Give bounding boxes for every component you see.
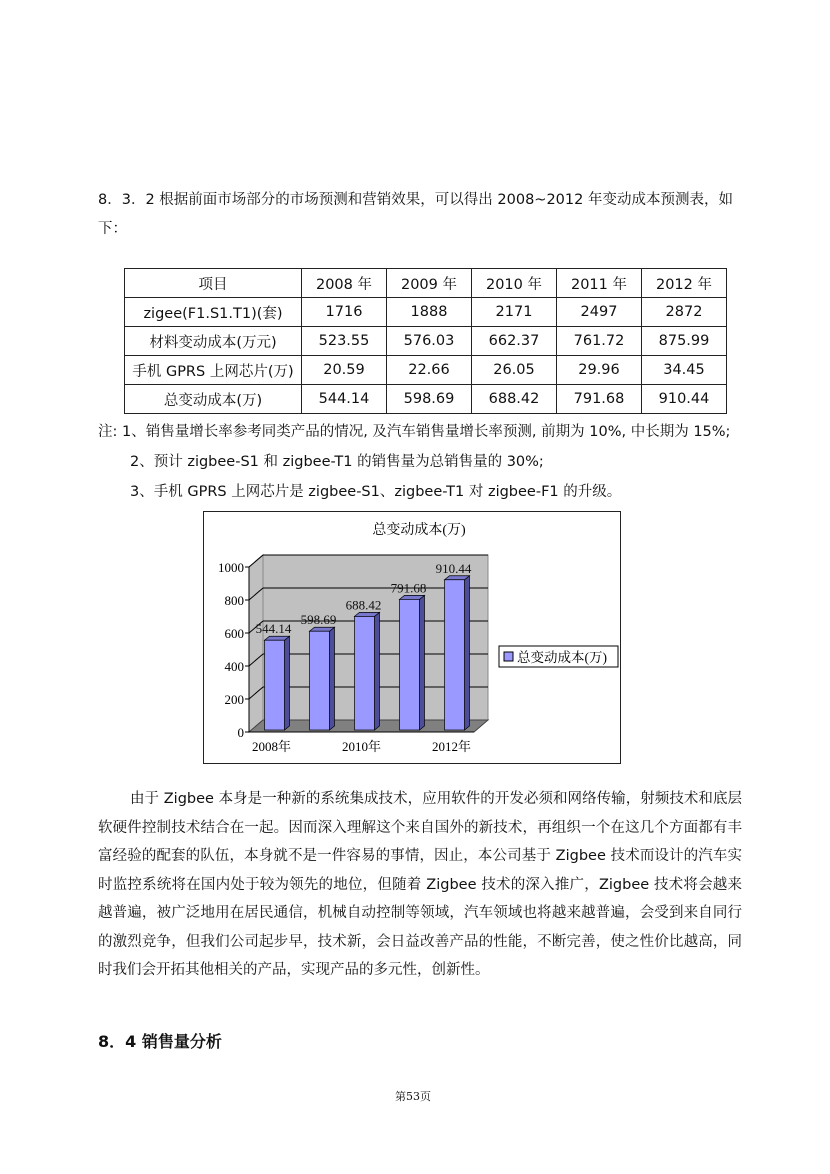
table-cell: 791.68 [557, 385, 642, 414]
table-row [125, 298, 727, 327]
y-tick-label: 400 [224, 659, 244, 674]
table-cell: 523.55 [302, 327, 387, 356]
bar-side [285, 636, 290, 730]
bar-top [265, 636, 290, 640]
table-row [125, 327, 727, 356]
variable-cost-table [124, 268, 727, 414]
y-tick-label: 600 [224, 626, 244, 641]
x-tick-label: 2010年 [341, 739, 382, 754]
table-cell: 910.44 [642, 385, 727, 414]
note-2: 2、预计 zigbee-S1 和 zigbee-T1 的销售量为总销售量的 30%; [130, 454, 544, 470]
table-cell: 598.69 [387, 385, 472, 414]
bar-top [355, 612, 380, 616]
table-cell: 688.42 [472, 385, 557, 414]
bar-side [420, 595, 425, 730]
x-tick-label: 2008年 [251, 739, 292, 754]
table-cell: 1888 [387, 298, 472, 327]
table-header: 2011 年 [557, 269, 642, 298]
y-tick-label: 800 [224, 593, 244, 608]
intro-text: 8．3．2 根据前面市场部分的市场预测和营销效果，可以得出 2008~2012 年变动成本预测表，如下： [98, 192, 733, 237]
chart-title: 总变动成本(万) [372, 523, 466, 538]
bar-side [375, 612, 380, 730]
page-number: 第53页 [395, 1090, 431, 1103]
data-label: 910.44 [435, 560, 472, 576]
table-cell: 544.14 [302, 385, 387, 414]
table-header: 项目 [125, 269, 302, 298]
data-label: 688.42 [345, 597, 382, 613]
section-heading: 8．4 销售量分析 [98, 1031, 222, 1051]
y-tick-label: 1000 [218, 560, 244, 575]
table-header-row [125, 269, 727, 298]
data-label: 544.14 [255, 621, 292, 637]
legend-label: 总变动成本(万) [517, 650, 607, 665]
bar-top [310, 627, 335, 631]
bar [355, 616, 375, 730]
table-row [125, 385, 727, 414]
table-cell: 2872 [642, 298, 727, 327]
table-cell: 材料变动成本(万元) [125, 327, 302, 356]
legend-swatch [504, 652, 513, 661]
note-1: 注: 1、销售量增长率参考同类产品的情况, 及汽车销售量增长率预测, 前期为 10%, 中长期为 15%; [98, 424, 731, 440]
table-cell: 662.37 [472, 327, 557, 356]
bar-chart [203, 511, 621, 764]
table-cell: 29.96 [557, 356, 642, 385]
table-cell: 34.45 [642, 356, 727, 385]
table-cell: 总变动成本(万) [125, 385, 302, 414]
table-cell: 1716 [302, 298, 387, 327]
table-cell: 2171 [472, 298, 557, 327]
chart-canvas [204, 512, 620, 763]
data-label: 598.69 [300, 612, 337, 628]
table-cell: 576.03 [387, 327, 472, 356]
table-cell: 26.05 [472, 356, 557, 385]
table-header: 2008 年 [302, 269, 387, 298]
bar [265, 640, 285, 730]
bar [445, 580, 465, 730]
table-row [125, 356, 727, 385]
table-header: 2009 年 [387, 269, 472, 298]
bar [400, 599, 420, 730]
table-cell: 22.66 [387, 356, 472, 385]
table-header: 2010 年 [472, 269, 557, 298]
bar [310, 631, 330, 730]
table-cell: 761.72 [557, 327, 642, 356]
table-cell: 2497 [557, 298, 642, 327]
table-header: 2012 年 [642, 269, 727, 298]
note-3: 3、手机 GPRS 上网芯片是 zigbee-S1、zigbee-T1 对 zigbee-F1 的升级。 [130, 484, 622, 500]
body-paragraph: 由于 Zigbee 本身是一种新的系统集成技术，应用软件的开发必须和网络传输，射频技术和底层软硬件控制技术结合在一起。因而深入理解这个来自国外的新技术，再组织一个在这几个方面都有丰富经验的配套的队伍，本身就不是一件容易的事情，因止，本公司基于 Zigbee 技术而设计的汽车实时监控系统将在国内处于较为领先的地位，但随着 Zigbee 技术的深入推广，Zigbee 技术将会越来越普遍，被广泛地用在居民通信，机械自动控制等领域，汽车领域也将越来越普遍，会受到来自同行的激烈竞争，但我们公司起步早，技术新，会日益改善产品的性能，不断完善，使之性价比越高，同时我们会开拓其他相关的产品，实现产品的多元性，创新性。 [98, 791, 742, 978]
x-tick-label: 2012年 [431, 739, 472, 754]
bar-top [445, 576, 470, 580]
bar-side [465, 576, 470, 730]
chart-side-wall [249, 555, 263, 732]
y-tick-label: 0 [237, 725, 244, 740]
notes [98, 417, 748, 507]
table-cell: 手机 GPRS 上网芯片(万) [125, 356, 302, 385]
table-cell: zigee(F1.S1.T1)(套) [125, 298, 302, 327]
bar-side [330, 627, 335, 730]
y-tick-label: 200 [224, 692, 244, 707]
data-label: 791.68 [390, 580, 427, 596]
page-body [98, 186, 748, 1052]
bar-top [400, 595, 425, 599]
table-cell: 20.59 [302, 356, 387, 385]
table-cell: 875.99 [642, 327, 727, 356]
